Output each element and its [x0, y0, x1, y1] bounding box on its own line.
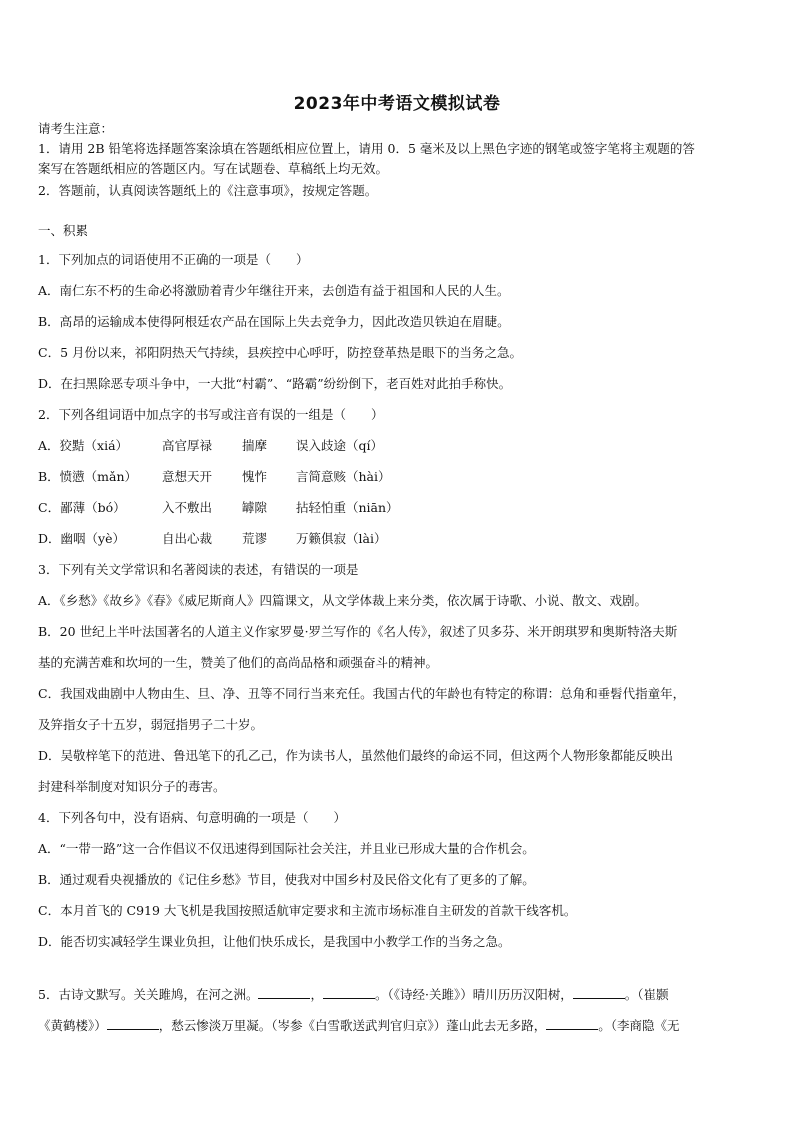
q5-text-5: 《黄鹤楼》）	[38, 1018, 107, 1033]
q1-stem: 1．下列加点的词语使用不正确的一项是（ ）	[38, 252, 309, 267]
q1-option-b: B．高昂的运输成本使得阿根廷农产品在国际上失去竞争力，因此改造贝铁迫在眉睫。	[38, 314, 510, 329]
q5-text-6: ，愁云惨淡万里凝。（岑参《白雪歌送武判官归京》）蓬山此去无多路，	[158, 1018, 547, 1033]
q2-c-word-4: 拈轻怕重（niān）	[296, 500, 399, 515]
notice-item-1-line-1: 1．请用 2B 铅笔将选择题答案涂填在答题纸相应位置上，请用 0．5 毫米及以上黑色字迹的钢笔或签字笔将主观题的答	[38, 141, 695, 156]
q4-option-a: A．“一带一路”这一合作倡议不仅迅速得到国际社会关注，并且业已形成大量的合作机会。	[38, 841, 535, 856]
q2-c-word-2: 入不敷出	[162, 500, 213, 515]
q2-option-a	[38, 436, 760, 454]
q5-blank-4[interactable]	[107, 1019, 159, 1030]
page-title: 2023年中考语文模拟试卷	[293, 94, 501, 114]
q4-option-c: C．本月首飞的 C919 大飞机是我国按照适航审定要求和主流市场标准自主研发的首款干线客机。	[38, 903, 577, 918]
q3-option-c-line-1: C．我国戏曲剧中人物由生、旦、净、丑等不同行当来充任。我国古代的年龄也有特定的称谓：总角和垂髫代指童年，	[38, 686, 686, 701]
q4-stem: 4．下列各句中，没有语病、句意明确的一项是（ ）	[38, 810, 346, 825]
q5-text-2: ，	[310, 987, 323, 1002]
q3-option-b-line-2: 基的充满苦难和坎坷的一生，赞美了他们的高尚品格和顽强奋斗的精神。	[38, 655, 439, 670]
q5-blank-3[interactable]	[573, 988, 625, 999]
q5-blank-5[interactable]	[546, 1019, 598, 1030]
q5-line-1	[38, 985, 760, 1003]
q2-option-b	[38, 467, 760, 485]
q2-c-word-3: 罅隙	[242, 500, 268, 515]
notice-item-1-line-2: 案写在答题纸相应的答题区内。写在试题卷、草稿纸上均无效。	[38, 161, 389, 176]
q2-b-word-4: 言简意赅（hài）	[296, 469, 391, 484]
q2-option-d	[38, 529, 760, 547]
q2-c-word-1: C．鄙薄（bó）	[38, 500, 126, 515]
q3-option-d-line-2: 封建科举制度对知识分子的毒害。	[38, 779, 226, 794]
q3-stem: 3．下列有关文学常识和名著阅读的表述，有错误的一项是	[38, 562, 359, 577]
notice-item-2: 2．答题前，认真阅读答题纸上的《注意事项》，按规定答题。	[38, 183, 378, 198]
q2-a-word-2: 高官厚禄	[162, 438, 213, 453]
q4-option-b: B．通过观看央视播放的《记住乡愁》节目，使我对中国乡村及民俗文化有了更多的了解。	[38, 872, 535, 887]
q5-text-4: 。（崔颢	[624, 987, 669, 1002]
q2-b-word-3: 愧怍	[242, 469, 268, 484]
q5-blank-2[interactable]	[323, 988, 375, 999]
q3-option-c-line-2: 及笄指女子十五岁，弱冠指男子二十岁。	[38, 717, 264, 732]
section-heading: 一、积累	[38, 223, 89, 238]
q2-d-word-1: D．幽咽（yè）	[38, 531, 125, 546]
q1-option-a: A．南仁东不朽的生命必将激励着青少年继往开来，去创造有益于祖国和人民的人生。	[38, 283, 510, 298]
q3-option-a: A．《乡愁》《故乡》《春》《威尼斯商人》四篇课文，从文学体裁上来分类，依次属于诗歌、小说、散文、戏剧。	[38, 593, 648, 608]
q5-text-3: 。（《诗经·关雎》）晴川历历汉阳树，	[374, 987, 573, 1002]
q2-a-word-4: 误入歧途（qí）	[296, 438, 383, 453]
q1-option-c: C．5 月份以来，祁阳阴热天气持续，县疾控中心呼吁，防控登革热是眼下的当务之急。	[38, 345, 522, 360]
notice-header: 请考生注意：	[38, 121, 114, 136]
q2-d-word-4: 万籁俱寂（lài）	[296, 531, 387, 546]
q5-text-1: 5．古诗文默写。关关雎鸠，在河之洲。	[38, 987, 259, 1002]
q1-option-d: D．在扫黑除恶专项斗争中，一大批“村霸”、“路霸”纷纷倒下，老百姓对此拍手称快。	[38, 376, 512, 391]
q2-stem: 2．下列各组词语中加点字的书写或注音有误的一组是（ ）	[38, 407, 384, 422]
q5-line-2	[38, 1016, 760, 1034]
q2-option-c	[38, 498, 760, 516]
q2-a-word-1: A．狡黠（xiá）	[38, 438, 129, 453]
q5-blank-1[interactable]	[258, 988, 310, 999]
q2-b-word-2: 意想天开	[162, 469, 213, 484]
q3-option-d-line-1: D．吴敬梓笔下的范进、鲁迅笔下的孔乙己，作为读书人，虽然他们最终的命运不同，但这两个人物形象都能反映出	[38, 748, 674, 763]
q2-a-word-3: 揣摩	[242, 438, 268, 453]
q3-option-b-line-1: B．20 世纪上半叶法国著名的人道主义作家罗曼·罗兰写作的《名人传》，叙述了贝多芬、米开朗琪罗和奥斯特洛夫斯	[38, 624, 678, 639]
q4-option-d: D．能否切实减轻学生课业负担，让他们快乐成长，是我国中小教学工作的当务之急。	[38, 934, 511, 949]
q2-b-word-1: B．愤懑（mǎn）	[38, 469, 138, 484]
q5-text-7: 。（李商隐《无	[598, 1018, 680, 1033]
q2-d-word-3: 荒谬	[242, 531, 268, 546]
q2-d-word-2: 自出心裁	[162, 531, 213, 546]
